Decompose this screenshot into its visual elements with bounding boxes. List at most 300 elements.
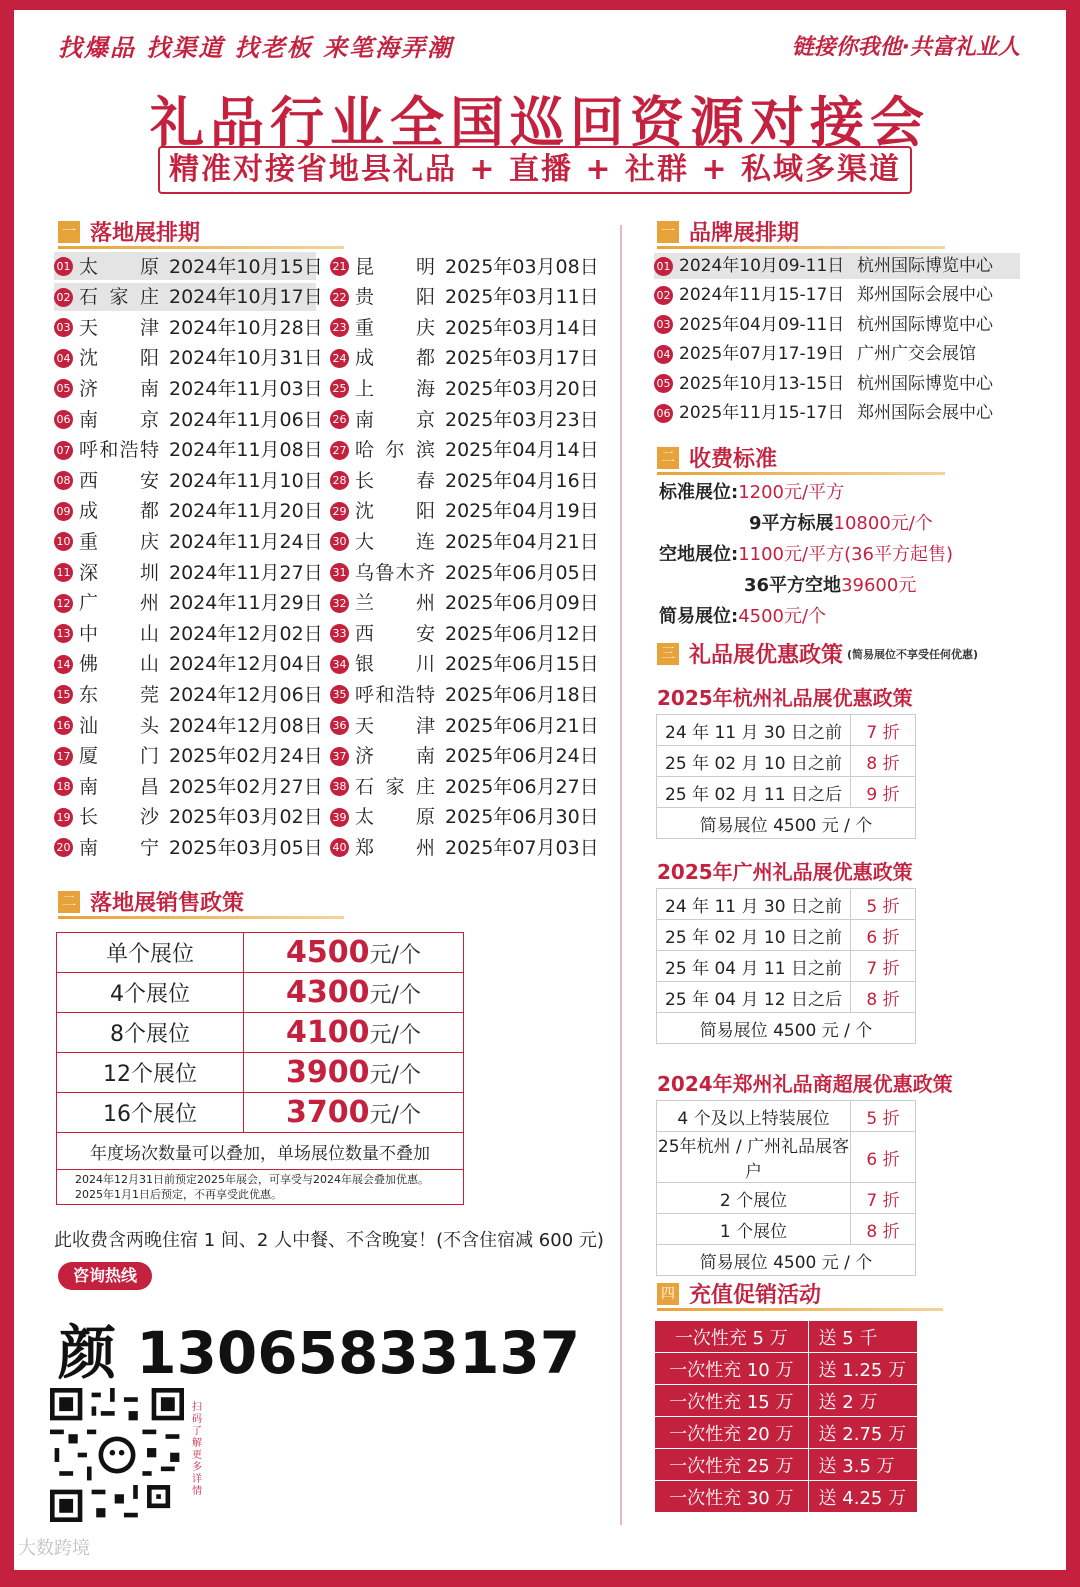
brand-date: 2024年10月09-11日 [679, 256, 845, 276]
hotline-badge: 咨询热线 [58, 1262, 152, 1290]
recharge-bonus: 送 4.25 万 [808, 1481, 917, 1513]
schedule-date: 2025年07月03日 [445, 836, 599, 859]
schedule-row [330, 558, 599, 586]
schedule-date: 2025年06月24日 [445, 745, 599, 768]
schedule-city: 济南 [355, 745, 435, 768]
fine-print-2: 2025年1月1日后预定，不再享受此优惠。 [75, 1188, 282, 1201]
section-number: 二 [657, 447, 679, 469]
recharge-bonus: 送 2.75 万 [808, 1417, 917, 1449]
schedule-row [330, 405, 599, 433]
schedule-number-badge: 08 [54, 471, 73, 490]
policy-discount: 5 折 [851, 889, 916, 920]
schedule-row [54, 344, 323, 372]
schedule-date: 2024年11月06日 [169, 408, 323, 431]
schedule-city: 上海 [355, 377, 435, 400]
brand-date: 2024年11月15-17日 [679, 285, 845, 306]
policy-row [657, 1132, 916, 1183]
phone-number: 13065833137 [136, 1319, 581, 1387]
schedule-date: 2025年04月19日 [445, 500, 599, 523]
schedule-number-badge: 05 [54, 379, 73, 398]
section-underline [58, 916, 344, 919]
policy-row [657, 920, 916, 951]
fee-thirtysix [744, 571, 916, 597]
schedule-city: 长沙 [79, 806, 159, 829]
schedule-date: 2025年04月14日 [445, 439, 599, 462]
schedule-date: 2024年11月20日 [169, 500, 323, 523]
schedule-city: 成都 [79, 500, 159, 523]
sales-label: 12个展位 [57, 1053, 244, 1093]
schedule-date: 2024年10月15日 [169, 255, 323, 278]
contact-phone [58, 1306, 580, 1390]
section-sales-header [58, 886, 344, 916]
policy-discount: 7 折 [851, 951, 916, 982]
policy-condition: 25 年 02 月 10 日之前 [657, 746, 851, 777]
policy-condition: 25 年 04 月 12 日之后 [657, 982, 851, 1013]
policy-title-guangzhou: 2025年广州礼品展优惠政策 [657, 860, 913, 884]
brand-venue: 杭州国际博览中心 [857, 314, 993, 335]
policy-discount: 8 折 [851, 746, 916, 777]
policy-condition: 25年杭州 / 广州礼品展客户 [657, 1132, 851, 1183]
fee-value: 1200元/平方 [738, 482, 845, 503]
schedule-row [330, 313, 599, 341]
schedule-row [330, 252, 599, 280]
brand-number-badge: 04 [654, 345, 673, 364]
schedule-city: 重庆 [355, 316, 435, 339]
sales-price-cell [244, 1013, 464, 1053]
section-recharge-header [657, 1278, 943, 1308]
schedule-number-badge: 25 [330, 379, 349, 398]
schedule-number-badge: 03 [54, 318, 73, 337]
schedule-city: 深圳 [79, 561, 159, 584]
policy-condition: 25 年 04 月 11 日之前 [657, 951, 851, 982]
schedule-city: 哈尔滨 [355, 439, 435, 462]
sales-row [57, 1053, 464, 1093]
schedule-number-badge: 24 [330, 349, 349, 368]
schedule-date: 2024年11月08日 [169, 439, 323, 462]
recharge-amount: 一次性充 30 万 [655, 1481, 809, 1513]
schedule-city: 贵阳 [355, 286, 435, 309]
sales-row [57, 933, 464, 973]
schedule-city: 天津 [79, 316, 159, 339]
fee-label: 简易展位: [659, 606, 739, 627]
brand-venue: 郑州国际会展中心 [857, 403, 993, 423]
fee-space [659, 540, 953, 566]
schedule-city: 东莞 [79, 683, 159, 706]
fee-nine [749, 509, 933, 535]
policy-condition: 1 个展位 [657, 1214, 851, 1245]
schedule-row [330, 680, 599, 708]
schedule-city: 长春 [355, 469, 435, 492]
schedule-date: 2024年12月02日 [169, 622, 323, 645]
brand-date: 2025年04月09-11日 [679, 314, 845, 335]
schedule-city: 南宁 [79, 836, 159, 859]
recharge-row [655, 1449, 918, 1481]
schedule-row [330, 833, 599, 861]
sales-label: 单个展位 [57, 933, 244, 973]
schedule-date: 2025年06月12日 [445, 622, 599, 645]
policy-discount: 6 折 [851, 920, 916, 951]
schedule-number-badge: 29 [330, 502, 349, 521]
schedule-date: 2025年03月20日 [445, 377, 599, 400]
schedule-number-badge: 33 [330, 624, 349, 643]
schedule-row [330, 772, 599, 800]
schedule-city: 石家庄 [79, 286, 159, 309]
section-schedule-header [58, 216, 344, 246]
schedule-row [54, 313, 323, 341]
sales-label: 16个展位 [57, 1093, 244, 1133]
schedule-number-badge: 06 [54, 410, 73, 429]
schedule-row [330, 374, 599, 402]
schedule-number-badge: 12 [54, 594, 73, 613]
policy-footer: 简易展位 4500 元 / 个 [657, 1245, 916, 1276]
column-divider [620, 225, 622, 1525]
schedule-row [54, 527, 323, 555]
schedule-city: 南京 [79, 408, 159, 431]
schedule-number-badge: 11 [54, 563, 73, 582]
schedule-number-badge: 28 [330, 471, 349, 490]
policy-title-hangzhou: 2025年杭州礼品展优惠政策 [657, 686, 913, 710]
sales-price: 3900 [286, 1055, 370, 1090]
schedule-date: 2024年10月17日 [169, 286, 323, 309]
sales-price: 4100 [286, 1015, 370, 1050]
recharge-bonus: 送 3.5 万 [808, 1449, 917, 1481]
schedule-number-badge: 22 [330, 288, 349, 307]
schedule-city: 汕头 [79, 714, 159, 737]
schedule-number-badge: 15 [54, 685, 73, 704]
schedule-date: 2025年06月30日 [445, 806, 599, 829]
sales-unit: 元/个 [369, 943, 421, 968]
fee-label: 9平方标展 [749, 513, 834, 534]
schedule-city: 郑州 [355, 836, 435, 859]
sales-fine-print [57, 1170, 464, 1205]
recharge-row [655, 1385, 918, 1417]
schedule-city: 西安 [79, 469, 159, 492]
schedule-date: 2024年11月10日 [169, 469, 323, 492]
schedule-row [54, 833, 323, 861]
schedule-city: 南昌 [79, 775, 159, 798]
sales-price-cell [244, 973, 464, 1013]
sales-label: 4个展位 [57, 973, 244, 1013]
sales-unit: 元/个 [369, 1063, 421, 1088]
policy-discount: 7 折 [851, 1183, 916, 1214]
sales-row [57, 973, 464, 1013]
schedule-date: 2025年06月21日 [445, 714, 599, 737]
schedule-row [330, 803, 599, 831]
policy-row [657, 777, 916, 808]
schedule-date: 2025年04月16日 [445, 469, 599, 492]
schedule-date: 2025年06月09日 [445, 592, 599, 615]
policy-footer-row [657, 808, 916, 839]
recharge-amount: 一次性充 5 万 [655, 1321, 809, 1353]
schedule-row [54, 405, 323, 433]
brand-schedule-row [654, 371, 1020, 397]
schedule-date: 2025年04月21日 [445, 530, 599, 553]
schedule-date: 2024年12月06日 [169, 683, 323, 706]
schedule-city: 沈阳 [79, 347, 159, 370]
policy-discount: 5 折 [851, 1101, 916, 1132]
schedule-row [330, 436, 599, 464]
brand-schedule-row [654, 312, 1020, 338]
schedule-number-badge: 19 [54, 808, 73, 827]
qr-code-icon[interactable] [50, 1388, 184, 1522]
schedule-date: 2025年06月18日 [445, 683, 599, 706]
schedule-row [54, 742, 323, 770]
schedule-date: 2025年06月15日 [445, 653, 599, 676]
policy-discount: 7 折 [851, 715, 916, 746]
schedule-city: 中山 [79, 622, 159, 645]
schedule-row [330, 742, 599, 770]
poster [14, 10, 1066, 1570]
policy-discount: 9 折 [851, 777, 916, 808]
schedule-city: 石家庄 [355, 775, 435, 798]
section-discount-header [657, 638, 987, 668]
schedule-number-badge: 14 [54, 655, 73, 674]
section-title: 落地展销售政策 [90, 891, 245, 916]
policy-condition: 25 年 02 月 11 日之后 [657, 777, 851, 808]
recharge-row [655, 1353, 918, 1385]
recharge-amount: 一次性充 20 万 [655, 1417, 809, 1449]
sales-note: 年度场次数量可以叠加，单场展位数量不叠加 [57, 1133, 464, 1170]
section-underline [657, 472, 945, 475]
schedule-number-badge: 23 [330, 318, 349, 337]
recharge-amount: 一次性充 25 万 [655, 1449, 809, 1481]
schedule-number-badge: 02 [54, 288, 73, 307]
schedule-date: 2025年02月27日 [169, 775, 323, 798]
schedule-number-badge: 20 [54, 838, 73, 857]
schedule-row [54, 436, 323, 464]
fee-simple [659, 602, 826, 628]
section-number: 二 [58, 891, 80, 913]
section-underline [58, 246, 344, 249]
recharge-bonus: 送 2 万 [808, 1385, 917, 1417]
schedule-number-badge: 38 [330, 777, 349, 796]
sales-unit: 元/个 [369, 1103, 421, 1128]
schedule-number-badge: 18 [54, 777, 73, 796]
schedule-row [54, 680, 323, 708]
fine-print-1: 2024年12月31日前预定2025年展会，可享受与2024年展会叠加优惠。 [75, 1173, 429, 1186]
schedule-date: 2025年03月08日 [445, 255, 599, 278]
schedule-number-badge: 40 [330, 838, 349, 857]
schedule-row [330, 589, 599, 617]
sales-price: 4300 [286, 975, 370, 1010]
section-number: 三 [657, 643, 679, 665]
fee-value: 10800元/个 [833, 513, 933, 534]
brand-number-badge: 06 [654, 404, 673, 423]
policy-table-hangzhou [656, 714, 916, 839]
schedule-number-badge: 01 [54, 257, 73, 276]
schedule-row [54, 650, 323, 678]
schedule-row [54, 803, 323, 831]
recharge-bonus: 送 1.25 万 [808, 1353, 917, 1385]
schedule-row [54, 252, 323, 280]
recharge-row [655, 1481, 918, 1513]
schedule-number-badge: 13 [54, 624, 73, 643]
schedule-date: 2024年11月03日 [169, 377, 323, 400]
schedule-number-badge: 07 [54, 441, 73, 460]
policy-discount: 8 折 [851, 1214, 916, 1245]
schedule-number-badge: 17 [54, 747, 73, 766]
policy-row [657, 982, 916, 1013]
schedule-city: 重庆 [79, 530, 159, 553]
sales-price: 4500 [286, 935, 370, 970]
schedule-number-badge: 39 [330, 808, 349, 827]
schedule-row [330, 711, 599, 739]
schedule-date: 2025年02月24日 [169, 745, 323, 768]
schedule-city: 太原 [79, 255, 159, 278]
sales-label: 8个展位 [57, 1013, 244, 1053]
section-underline [657, 1308, 943, 1311]
sales-price: 3700 [286, 1095, 370, 1130]
schedule-city: 厦门 [79, 745, 159, 768]
schedule-date: 2025年06月27日 [445, 775, 599, 798]
schedule-number-badge: 30 [330, 532, 349, 551]
brand-schedule-row [654, 253, 1020, 279]
policy-title-zhengzhou: 2024年郑州礼品商超展优惠政策 [657, 1072, 953, 1096]
policy-condition: 24 年 11 月 30 日之前 [657, 715, 851, 746]
section-number: 四 [657, 1283, 679, 1305]
recharge-bonus: 送 5 千 [808, 1321, 917, 1353]
schedule-row [54, 466, 323, 494]
schedule-number-badge: 32 [330, 594, 349, 613]
recharge-amount: 一次性充 10 万 [655, 1353, 809, 1385]
schedule-row [54, 558, 323, 586]
brand-schedule-row [654, 341, 1020, 367]
policy-condition: 4 个及以上特装展位 [657, 1101, 851, 1132]
policy-footer-row [657, 1013, 916, 1044]
policy-table-guangzhou [656, 888, 916, 1044]
sales-price-cell [244, 1053, 464, 1093]
policy-footer: 简易展位 4500 元 / 个 [657, 1013, 916, 1044]
schedule-number-badge: 34 [330, 655, 349, 674]
schedule-row [330, 466, 599, 494]
schedule-date: 2024年11月29日 [169, 592, 323, 615]
schedule-row [54, 589, 323, 617]
schedule-number-badge: 37 [330, 747, 349, 766]
schedule-number-badge: 21 [330, 257, 349, 276]
sales-row [57, 1093, 464, 1133]
schedule-city: 天津 [355, 714, 435, 737]
brand-venue: 广州广交会展馆 [857, 344, 976, 365]
section-title: 落地展排期 [90, 221, 201, 246]
schedule-city: 成都 [355, 347, 435, 370]
section-title: 收费标准 [689, 447, 778, 472]
schedule-number-badge: 09 [54, 502, 73, 521]
watermark: 大数跨境 [18, 1538, 90, 1559]
contact-name: 颜 [58, 1319, 117, 1387]
policy-row [657, 889, 916, 920]
schedule-city: 西安 [355, 622, 435, 645]
schedule-row [54, 711, 323, 739]
page-title: 礼品行业全国巡回资源对接会 [150, 91, 930, 154]
brand-number-badge: 01 [654, 257, 673, 276]
recharge-row [655, 1417, 918, 1449]
schedule-date: 2025年03月14日 [445, 316, 599, 339]
schedule-city: 太原 [355, 806, 435, 829]
brand-schedule-row [654, 400, 1020, 426]
recharge-table [654, 1320, 918, 1513]
policy-footer: 简易展位 4500 元 / 个 [657, 808, 916, 839]
policy-row [657, 746, 916, 777]
schedule-row [54, 374, 323, 402]
sales-policy-table [56, 932, 464, 1205]
policy-discount: 6 折 [851, 1132, 916, 1183]
section-number: 一 [58, 221, 80, 243]
policy-condition: 2 个展位 [657, 1183, 851, 1214]
schedule-city: 大连 [355, 530, 435, 553]
schedule-date: 2024年10月28日 [169, 316, 323, 339]
schedule-row [330, 527, 599, 555]
schedule-date: 2024年12月08日 [169, 714, 323, 737]
schedule-date: 2025年03月05日 [169, 836, 323, 859]
brand-date: 2025年07月17-19日 [679, 344, 845, 365]
schedule-row [330, 344, 599, 372]
brand-schedule-row [654, 282, 1020, 308]
schedule-row [54, 283, 323, 311]
policy-condition: 25 年 02 月 10 日之前 [657, 920, 851, 951]
schedule-date: 2024年11月27日 [169, 561, 323, 584]
fee-label: 标准展位: [659, 482, 739, 503]
sales-price-cell [244, 1093, 464, 1133]
slogan-right: 链接你我他·共富礼业人 [791, 35, 1020, 60]
schedule-date: 2025年03月17日 [445, 347, 599, 370]
brand-number-badge: 03 [654, 315, 673, 334]
subtitle-banner: 精准对接省地县礼品 + 直播 + 社群 + 私域多渠道 [158, 146, 912, 194]
schedule-city: 南京 [355, 408, 435, 431]
schedule-city: 呼和浩特 [355, 683, 435, 706]
fee-value: 39600元 [841, 575, 917, 596]
fee-value: 4500元/个 [738, 606, 827, 627]
schedule-city: 昆明 [355, 255, 435, 278]
schedule-number-badge: 10 [54, 532, 73, 551]
brand-venue: 郑州国际会展中心 [857, 285, 993, 306]
schedule-row [54, 772, 323, 800]
fee-value: 1100元/平方(36平方起售) [738, 544, 954, 565]
policy-row [657, 1101, 916, 1132]
recharge-row [655, 1321, 918, 1353]
policy-discount: 8 折 [851, 982, 916, 1013]
policy-row [657, 951, 916, 982]
brand-venue: 杭州国际博览中心 [857, 373, 993, 394]
schedule-row [330, 619, 599, 647]
brand-number-badge: 02 [654, 286, 673, 305]
schedule-date: 2025年03月02日 [169, 806, 323, 829]
scan-hint: 扫码了解更多详情 [192, 1402, 202, 1497]
schedule-number-badge: 31 [330, 563, 349, 582]
section-fees-header [657, 442, 945, 472]
schedule-row [54, 497, 323, 525]
policy-condition: 24 年 11 月 30 日之前 [657, 889, 851, 920]
sales-unit: 元/个 [369, 983, 421, 1008]
schedule-date: 2024年10月31日 [169, 347, 323, 370]
fee-label: 36平方空地 [744, 575, 842, 596]
schedule-city: 沈阳 [355, 500, 435, 523]
schedule-date: 2025年03月11日 [445, 286, 599, 309]
schedule-row [330, 650, 599, 678]
schedule-city: 兰州 [355, 592, 435, 615]
schedule-city: 呼和浩特 [79, 439, 159, 462]
schedule-row [330, 283, 599, 311]
schedule-number-badge: 26 [330, 410, 349, 429]
sales-price-cell [244, 933, 464, 973]
sales-row [57, 1013, 464, 1053]
schedule-city: 银川 [355, 653, 435, 676]
schedule-number-badge: 16 [54, 716, 73, 735]
schedule-city: 佛山 [79, 653, 159, 676]
section-title: 礼品展优惠政策 [689, 643, 844, 668]
policy-table-zhengzhou [656, 1100, 916, 1276]
brand-date: 2025年10月13-15日 [679, 373, 845, 394]
policy-row [657, 715, 916, 746]
